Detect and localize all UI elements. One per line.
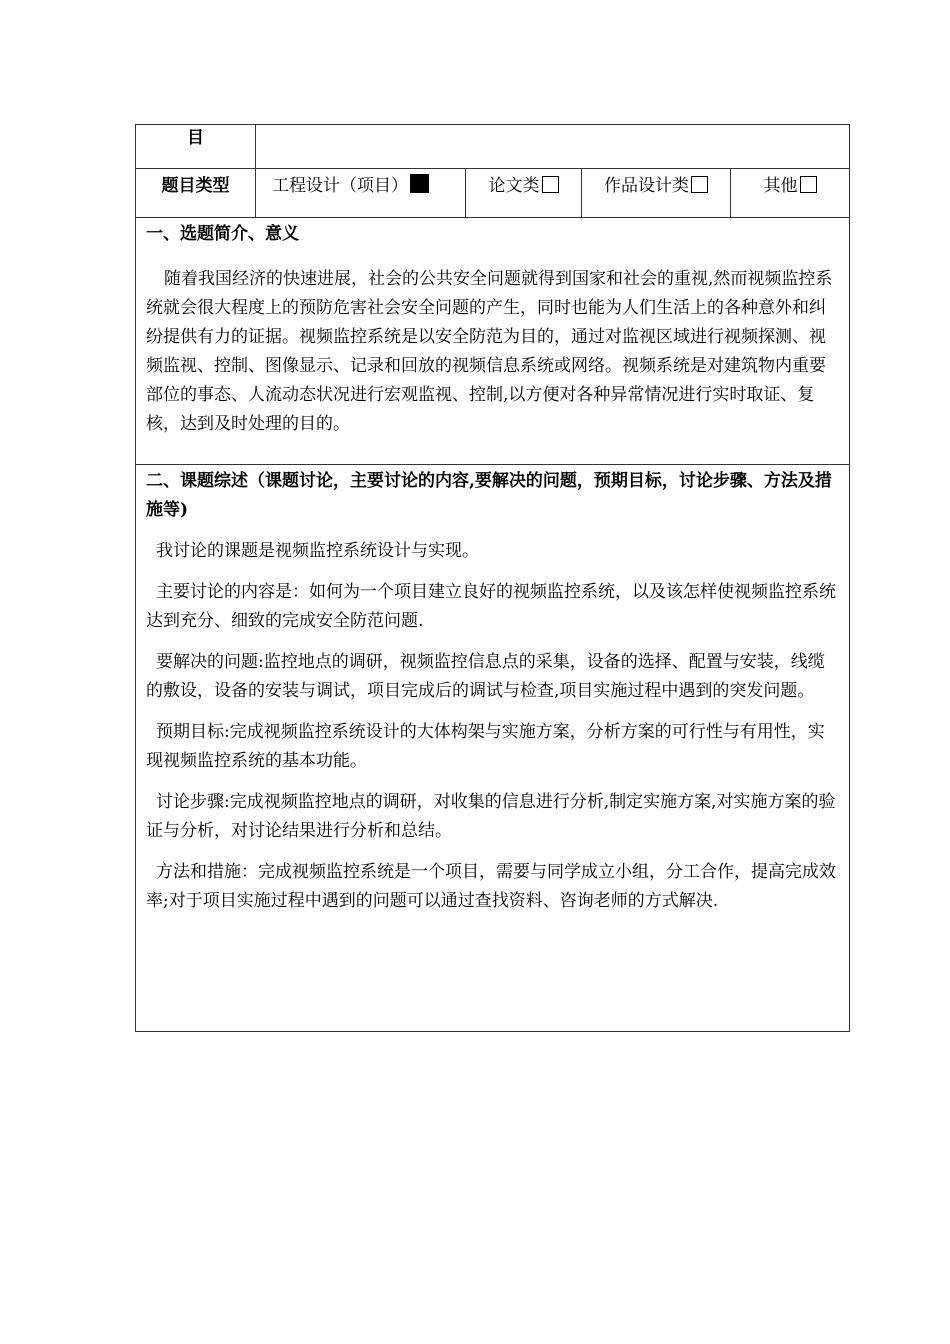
option-work-design[interactable] — [582, 169, 731, 218]
review-paragraph-problems: 要解决的问题:监控地点的调研，视频监控信息点的采集，设备的选择、配置与安装，线缆的敷设，设备的安装与调试，项目完成后的调试与检查,项目实施过程中遇到的突发问题。 — [146, 652, 825, 701]
section-review — [136, 465, 850, 1032]
review-paragraph-goals: 预期目标:完成视频监控系统设计的大体构架与实施方案，分析方案的可行性与有用性，实现视频监控系统的基本功能。 — [146, 722, 825, 771]
unchecked-box-icon[interactable] — [691, 176, 708, 193]
section-intro — [136, 218, 850, 465]
review-paragraph-methods: 方法和措施：完成视频监控系统是一个项目，需要与同学成立小组，分工合作，提高完成效率;对于项目实施过程中遇到的问题可以通过查找资料、咨询老师的方式解决. — [146, 862, 836, 911]
option-thesis[interactable] — [466, 169, 582, 218]
option-other[interactable] — [731, 169, 850, 218]
section-review-title: 二、课题综述（课题讨论，主要讨论的内容,要解决的问题，预期目标，讨论步骤、方法及措施等) — [146, 471, 832, 520]
topic-type-row — [136, 169, 850, 218]
topic-title-row — [136, 125, 850, 169]
topic-title-label: 目 — [136, 125, 256, 169]
section-review-row — [136, 465, 850, 1032]
review-paragraph-content: 主要讨论的内容是：如何为一个项目建立良好的视频监控系统，以及该怎样使视频监控系统达到充分、细致的完成安全防范问题. — [146, 582, 836, 631]
unchecked-box-icon[interactable] — [542, 176, 559, 193]
proposal-form-table — [135, 124, 850, 1032]
option-label: 工程设计（项目） — [272, 176, 408, 196]
checked-box-icon[interactable] — [410, 174, 429, 193]
topic-title-value — [256, 125, 850, 169]
review-paragraph-topic: 我讨论的课题是视频监控系统设计与实现。 — [156, 541, 479, 561]
section-intro-paragraph: 随着我国经济的快速进展，社会的公共安全问题就得到国家和社会的重视,然而视频监控系统就会很大程度上的预防危害社会安全问题的产生，同时也能为人们生活上的各种意外和纠纷提供有力的证据。视频监控系统是以安全防范为目的，通过对监视区域进行视频探测、视频监视、控制、图像显示、记录和回放的视频信息系统或网络。视频系统是对建筑物内重要部位的事态、人流动态状况进行宏观监视、控制,以方便对各种异常情况进行实时取证、复核，达到及时处理的目的。 — [146, 269, 833, 434]
section-intro-row — [136, 218, 850, 465]
option-label: 其他 — [763, 176, 798, 196]
topic-type-label: 题目类型 — [136, 169, 256, 218]
option-label: 作品设计类 — [604, 176, 689, 196]
review-paragraph-steps: 讨论步骤:完成视频监控地点的调研，对收集的信息进行分析,制定实施方案,对实施方案的验证与分析，对讨论结果进行分析和总结。 — [146, 792, 836, 841]
option-label: 论文类 — [488, 176, 540, 196]
section-intro-title: 一、选题简介、意义 — [146, 224, 299, 244]
option-engineering-design[interactable] — [256, 169, 466, 218]
unchecked-box-icon[interactable] — [800, 176, 817, 193]
